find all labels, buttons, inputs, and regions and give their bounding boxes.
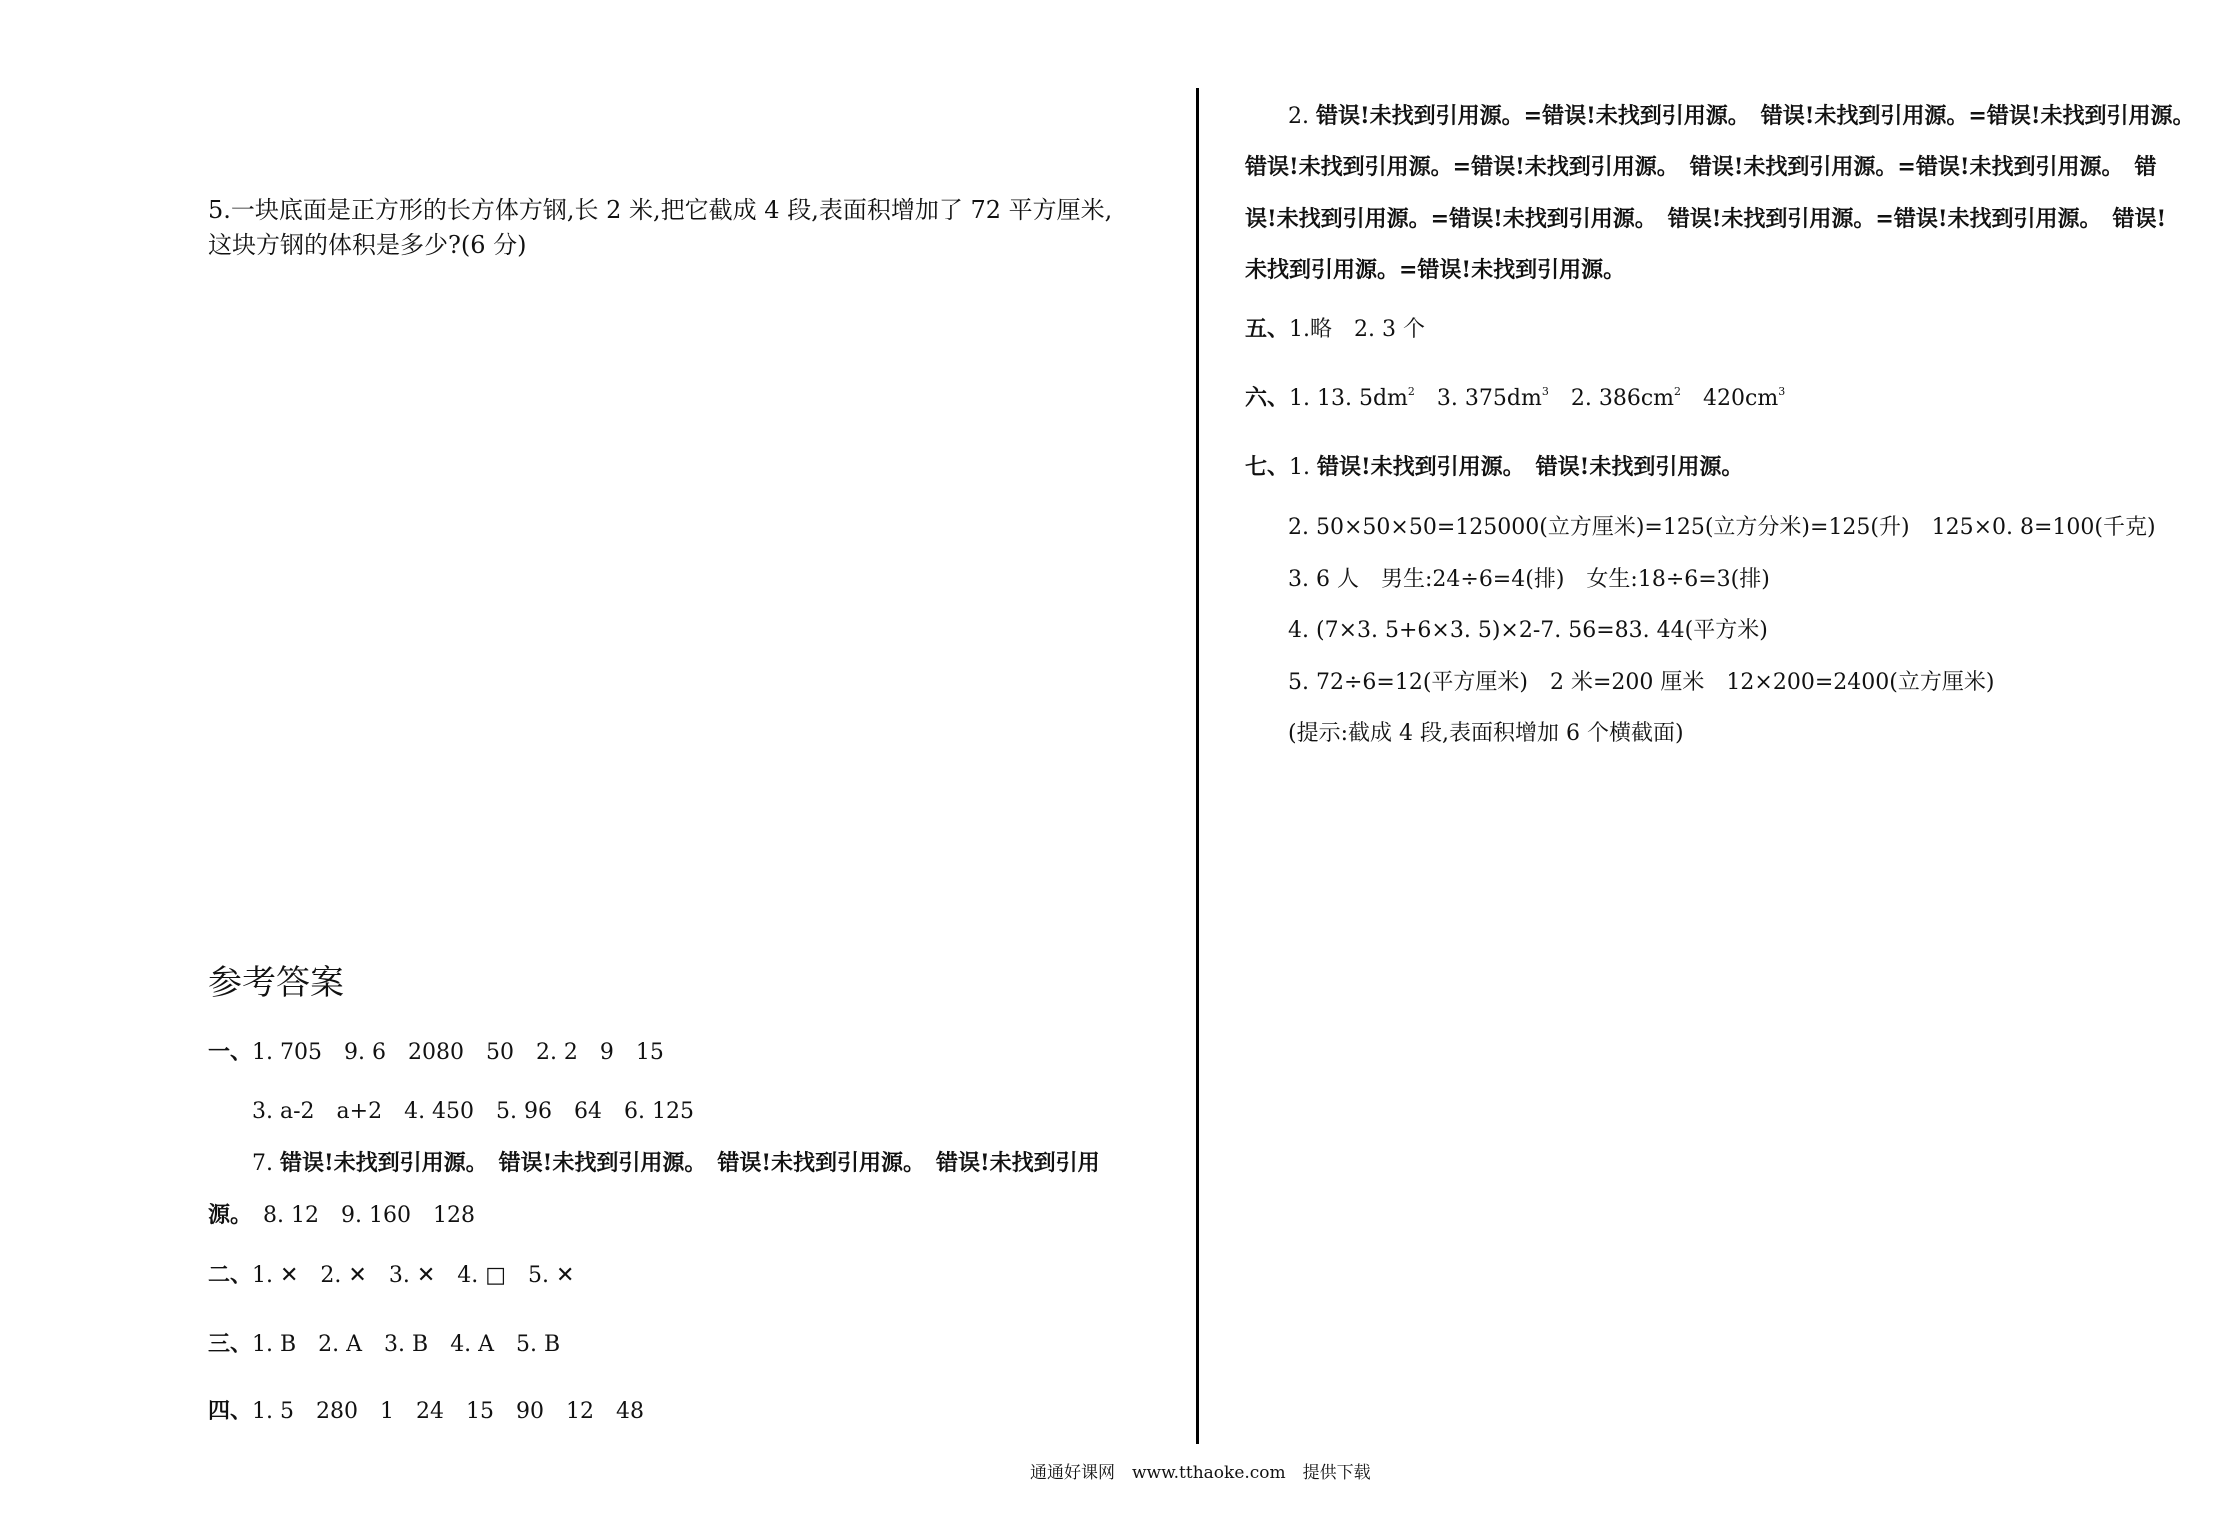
answer-seven-line-4: 4. (7×3. 5+6×3. 5)×2-7. 56=83. 44(平方米) bbox=[1288, 618, 1768, 643]
reference-error-text: 错误!未找到引用源。=错误!未找到引用源。 错误!未找到引用源。=错误!未找到引用源。 bbox=[1316, 103, 2195, 129]
answer-seven-line-2: 2. 50×50×50=125000(立方厘米)=125(立方分米)=125(升) 125×0. 8=100(千克) bbox=[1288, 515, 2156, 540]
reference-error-text: 错误!未找到引用源。 错误!未找到引用源。 bbox=[1317, 454, 1744, 480]
answer-four bbox=[208, 1396, 644, 1427]
section-label: 四、 bbox=[208, 1398, 253, 1424]
answer-one-line-1 bbox=[208, 1037, 664, 1068]
item-number: 2. bbox=[1288, 104, 1309, 129]
answer-text: 1. 13. 5dm bbox=[1289, 386, 1408, 411]
exponent: 3 bbox=[1541, 385, 1549, 398]
column-divider bbox=[1196, 88, 1199, 1444]
answer-seven-line-3: 3. 6 人 男生:24÷6=4(排) 女生:18÷6=3(排) bbox=[1288, 567, 1770, 592]
exponent: 2 bbox=[1674, 385, 1682, 398]
exponent: 2 bbox=[1407, 385, 1415, 398]
question-5-line-1: 5.一块底面是正方形的长方体方钢,长 2 米,把它截成 4 段,表面积增加了 72 平方厘米, bbox=[208, 196, 1113, 224]
answer-four-2-line-4: 未找到引用源。=错误!未找到引用源。 bbox=[1245, 257, 1626, 283]
answer-text: 1. B 2. A 3. B 4. A 5. B bbox=[252, 1332, 561, 1357]
answer-one-line-2: 3. a-2 a+2 4. 450 5. 96 64 6. 125 bbox=[252, 1099, 694, 1124]
answer-seven-line-1 bbox=[1245, 452, 1743, 483]
answer-text: 8. 12 9. 160 128 bbox=[241, 1203, 475, 1228]
answer-two bbox=[208, 1260, 574, 1291]
answer-three bbox=[208, 1329, 560, 1360]
exponent: 3 bbox=[1778, 385, 1786, 398]
answer-four-2-line-1 bbox=[1288, 101, 2195, 132]
answer-text: 1. 705 9. 6 2080 50 2. 2 9 15 bbox=[252, 1040, 664, 1065]
section-label: 五、 bbox=[1245, 316, 1290, 342]
question-5-line-2: 这块方钢的体积是多少?(6 分) bbox=[208, 231, 527, 259]
answers-title: 参考答案 bbox=[208, 963, 344, 1003]
reference-error-text: 错误!未找到引用源。 错误!未找到引用源。 错误!未找到引用源。 错误!未找到引用 bbox=[280, 1150, 1100, 1176]
answer-text: 2. 386cm bbox=[1548, 386, 1675, 411]
item-number: 7. bbox=[252, 1151, 273, 1176]
answer-text: 1. 5 280 1 24 15 90 12 48 bbox=[252, 1399, 644, 1424]
answer-four-2-line-3: 误!未找到引用源。=错误!未找到引用源。 错误!未找到引用源。=错误!未找到引用源。 错误! bbox=[1245, 206, 2167, 232]
answer-seven-hint: (提示:截成 4 段,表面积增加 6 个横截面) bbox=[1288, 721, 1684, 746]
section-label: 二、 bbox=[208, 1262, 253, 1288]
answer-four-2-line-2: 错误!未找到引用源。=错误!未找到引用源。 错误!未找到引用源。=错误!未找到引用源。 错 bbox=[1245, 154, 2157, 180]
answer-text: 3. 375dm bbox=[1414, 386, 1542, 411]
section-label: 七、 bbox=[1245, 454, 1290, 480]
section-label: 六、 bbox=[1245, 385, 1290, 411]
answer-text: 1. ✕ 2. ✕ 3. ✕ 4. □ 5. ✕ bbox=[252, 1263, 575, 1288]
footer-source: 通通好课网 www.tthaoke.com 提供下载 bbox=[1030, 1463, 1371, 1483]
section-label: 一、 bbox=[208, 1039, 253, 1065]
section-label: 三、 bbox=[208, 1331, 253, 1357]
answer-text: 1.略 2. 3 个 bbox=[1289, 317, 1425, 342]
answer-one-line-3 bbox=[252, 1148, 1100, 1179]
answer-seven-line-5: 5. 72÷6=12(平方厘米) 2 米=200 厘米 12×200=2400(立方厘米) bbox=[1288, 670, 1995, 695]
item-number: 1. bbox=[1289, 455, 1311, 480]
answer-five bbox=[1245, 314, 1425, 345]
answer-six bbox=[1245, 383, 1785, 414]
reference-error-text: 源。 bbox=[208, 1202, 242, 1228]
answer-text: 420cm bbox=[1681, 386, 1779, 411]
answer-one-line-4 bbox=[208, 1200, 475, 1231]
